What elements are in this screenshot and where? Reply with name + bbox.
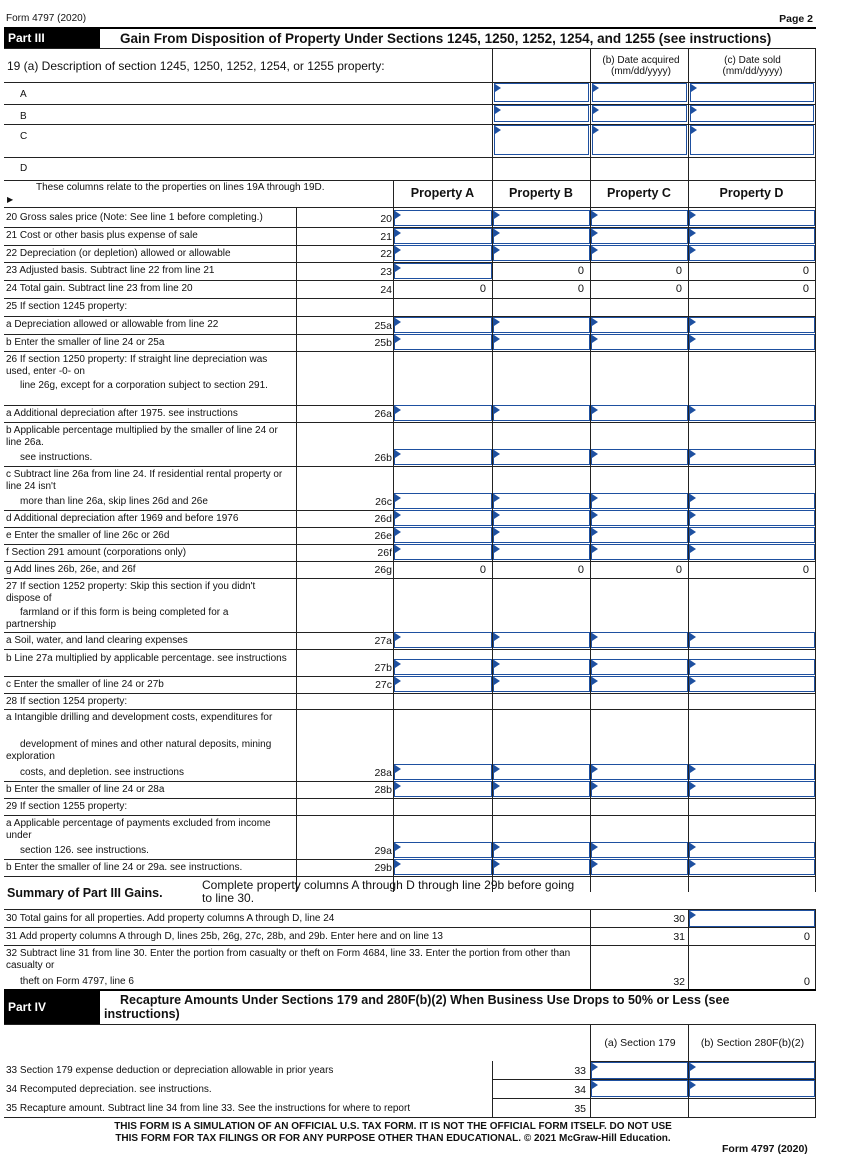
columns-note: These columns relate to the properties on lines 19A through 19D. xyxy=(36,182,325,193)
input-30[interactable] xyxy=(689,910,815,927)
input-25b-property-b[interactable] xyxy=(493,334,590,350)
line19-label: 19 (a) Description of section 1245, 1250, 1252, 1254, or 1255 property: xyxy=(7,59,385,73)
line-number-26b: 26b xyxy=(374,452,392,464)
label-l26: 26 If section 1250 property: If straight line depreciation was used, enter -0- on xyxy=(6,354,268,377)
form-id-header: Form 4797 (2020) xyxy=(6,13,87,24)
value-23-property-b: 0 xyxy=(577,265,584,277)
input-26f-property-c[interactable] xyxy=(591,544,688,560)
input-26d-property-c[interactable] xyxy=(591,510,688,526)
label-l34: 34 Recomputed depreciation. see instructions. xyxy=(6,1084,212,1095)
line-number-28b: 28b xyxy=(374,784,392,796)
input-28a-property-a[interactable] xyxy=(394,764,492,780)
col-section-179: (a) Section 179 xyxy=(604,1037,676,1049)
line-number-26c: 26c xyxy=(375,496,392,508)
line-number-28a: 28a xyxy=(374,767,392,779)
line-number-23: 23 xyxy=(380,266,392,278)
label-l31: 31 Add property columns A through D, lines 25b, 26g, 27c, 28b, and 29b. Enter here and on line 13 xyxy=(6,931,443,942)
input-23-property-a[interactable] xyxy=(394,263,492,279)
input-29a-property-d[interactable] xyxy=(689,842,815,858)
col-section-280f: (b) Section 280F(b)(2) xyxy=(700,1037,805,1049)
input-29b-property-d[interactable] xyxy=(689,859,815,875)
label-l26a: a Additional depreciation after 1975. see instructions xyxy=(6,408,238,419)
input-27a-property-d[interactable] xyxy=(689,632,815,648)
input-28a-property-c[interactable] xyxy=(591,764,688,780)
label-l28a: a Intangible drilling and development costs, expenditures for xyxy=(6,712,273,723)
line-number-21: 21 xyxy=(380,231,392,243)
line-number-29a: 29a xyxy=(374,845,392,857)
input-25a-property-c[interactable] xyxy=(591,317,688,333)
label-l29: 29 If section 1255 property: xyxy=(6,801,128,812)
line-number-25b: 25b xyxy=(374,337,392,349)
input-26f-property-b[interactable] xyxy=(493,544,590,560)
label-l26c: c Subtract line 26a from line 24. If residential rental property or line 24 isn't xyxy=(6,469,283,492)
input-26c-property-a[interactable] xyxy=(394,493,492,509)
footer-form-id: Form 4797 (2020) xyxy=(722,1143,808,1155)
input-26a-property-d[interactable] xyxy=(689,405,815,421)
line-number-31: 31 xyxy=(673,931,685,943)
label-l26f: f Section 291 amount (corporations only) xyxy=(6,547,187,558)
input-20-property-b[interactable] xyxy=(493,210,590,226)
input-27c-property-d[interactable] xyxy=(689,676,815,692)
line-number-27a: 27a xyxy=(374,635,392,647)
input-20-property-d[interactable] xyxy=(689,210,815,226)
value-24-property-d: 0 xyxy=(802,283,809,295)
input-26f-property-d[interactable] xyxy=(689,544,815,560)
label-l26d: d Additional depreciation after 1969 and before 1976 xyxy=(6,513,239,524)
header-property-c: Property C xyxy=(607,186,671,200)
input-26b-property-d[interactable] xyxy=(689,449,815,465)
label-l26g: g Add lines 26b, 26e, and 26f xyxy=(6,564,136,575)
input-26b-property-a[interactable] xyxy=(394,449,492,465)
line-number-29b: 29b xyxy=(374,862,392,874)
line-number-34: 34 xyxy=(574,1084,586,1096)
input-26d-property-a[interactable] xyxy=(394,510,492,526)
label-l25b: b Enter the smaller of line 24 or 25a xyxy=(6,337,165,348)
input-26a-property-b[interactable] xyxy=(493,405,590,421)
label-l29a: a Applicable percentage of payments excluded from income under xyxy=(6,818,271,841)
line-number-35: 35 xyxy=(574,1103,586,1115)
input-25a-property-b[interactable] xyxy=(493,317,590,333)
line-number-24: 24 xyxy=(380,284,392,296)
value-24-property-c: 0 xyxy=(675,283,682,295)
line-number-20: 20 xyxy=(380,213,392,225)
input-21-property-c[interactable] xyxy=(591,228,688,244)
label-l27b: b Line 27a multiplied by applicable percentage. see instructions xyxy=(6,653,287,664)
row19a-date-sold[interactable] xyxy=(690,83,814,102)
row19b-date-sold[interactable] xyxy=(690,105,814,122)
value-24-property-a: 0 xyxy=(479,283,486,295)
label-l35: 35 Recapture amount. Subtract line 34 from line 33. See the instructions for where to report xyxy=(6,1103,411,1114)
label-l25: 25 If section 1245 property: xyxy=(6,301,128,312)
label-l27-2: farmland or if this form is being completed for a partnership xyxy=(6,607,229,630)
header-property-b: Property B xyxy=(509,186,573,200)
part3-label-box xyxy=(4,28,100,48)
line-number-33: 33 xyxy=(574,1065,586,1077)
input-26a-property-a[interactable] xyxy=(394,405,492,421)
input-28a-property-d[interactable] xyxy=(689,764,815,780)
value-23-property-d: 0 xyxy=(802,265,809,277)
label-l23: 23 Adjusted basis. Subtract line 22 from line 21 xyxy=(6,265,215,276)
row19-a-label: A xyxy=(20,89,27,100)
input-26c-property-d[interactable] xyxy=(689,493,815,509)
label-l22: 22 Depreciation (or depletion) allowed or allowable xyxy=(6,248,231,259)
line-number-26e: 26e xyxy=(374,530,392,542)
label-l29b: b Enter the smaller of line 24 or 29a. see instructions. xyxy=(6,862,243,873)
input-29b-property-a[interactable] xyxy=(394,859,492,875)
line-number-26a: 26a xyxy=(374,408,392,420)
input-27c-property-b[interactable] xyxy=(493,676,590,692)
footer-disclaimer: THIS FORM IS A SIMULATION OF AN OFFICIAL U.S. TAX FORM. IT IS NOT THE OFFICIAL FORM ITSELF. DO NOT USE THIS FORM FOR TAX FILINGS OR FOR ANY PURPOSE OTHER THAN EDUCATIONAL. © 2021 McGraw-Hill Education. xyxy=(114,1121,672,1144)
input-27a-property-a[interactable] xyxy=(394,632,492,648)
label-l27a: a Soil, water, and land clearing expenses xyxy=(6,635,188,646)
label-l28b: b Enter the smaller of line 24 or 28a xyxy=(6,784,165,795)
value-26g-property-a: 0 xyxy=(479,564,486,576)
input-28b-property-c[interactable] xyxy=(591,781,688,797)
input-26e-property-d[interactable] xyxy=(689,527,815,543)
input-25b-property-c[interactable] xyxy=(591,334,688,350)
input-33-section-280f[interactable] xyxy=(689,1062,815,1079)
input-27c-property-a[interactable] xyxy=(394,676,492,692)
row19a-date-acquired[interactable] xyxy=(592,83,687,102)
input-27b-property-d[interactable] xyxy=(689,659,815,675)
input-25a-property-d[interactable] xyxy=(689,317,815,333)
input-26e-property-c[interactable] xyxy=(591,527,688,543)
value-23-property-c: 0 xyxy=(675,265,682,277)
input-25a-property-a[interactable] xyxy=(394,317,492,333)
input-26a-property-c[interactable] xyxy=(591,405,688,421)
line-number-30: 30 xyxy=(673,913,685,925)
row19b-date-acquired[interactable] xyxy=(592,105,687,122)
row19-b-label: B xyxy=(20,111,27,122)
input-26f-property-a[interactable] xyxy=(394,544,492,560)
input-26b-property-b[interactable] xyxy=(493,449,590,465)
input-29b-property-b[interactable] xyxy=(493,859,590,875)
input-21-property-b[interactable] xyxy=(493,228,590,244)
header-property-a: Property A xyxy=(410,186,475,200)
row19b-desc-date-acquired[interactable] xyxy=(494,105,589,122)
line-number-26f: 26f xyxy=(377,547,392,559)
input-20-property-c[interactable] xyxy=(591,210,688,226)
input-25b-property-d[interactable] xyxy=(689,334,815,350)
input-29a-property-a[interactable] xyxy=(394,842,492,858)
label-l26b-2: see instructions. xyxy=(20,452,93,463)
input-33-section-179[interactable] xyxy=(591,1062,688,1079)
label-l28a-2: development of mines and other natural deposits, mining exploration xyxy=(6,739,272,762)
value-26g-property-c: 0 xyxy=(675,564,682,576)
input-28b-property-b[interactable] xyxy=(493,781,590,797)
line-number-27c: 27c xyxy=(375,679,392,691)
col-date-acquired: (b) Date acquired (mm/dd/yyyy) xyxy=(602,55,680,77)
input-34-section-280f[interactable] xyxy=(689,1080,815,1097)
summary-note: Complete property columns A through D through line 29b before going to line 30. xyxy=(202,878,575,905)
label-l21: 21 Cost or other basis plus expense of sale xyxy=(6,230,198,241)
input-21-property-a[interactable] xyxy=(394,228,492,244)
label-l28: 28 If section 1254 property: xyxy=(6,696,128,707)
part3-title: Gain From Disposition of Property Under Sections 1245, 1250, 1252, 1254, and 1255 (see instructions) xyxy=(120,31,772,46)
input-27a-property-b[interactable] xyxy=(493,632,590,648)
part4-title: Recapture Amounts Under Sections 179 and 280F(b)(2) When Business Use Drops to 50% or Less (see instructions) xyxy=(104,993,730,1021)
line-number-32: 32 xyxy=(673,976,685,988)
row19c-date-sold[interactable] xyxy=(690,125,814,155)
label-l26b: b Applicable percentage multiplied by the smaller of line 24 or line 26a. xyxy=(6,425,278,448)
label-l29a-2: section 126. see instructions. xyxy=(20,845,149,856)
value-24-property-b: 0 xyxy=(577,283,584,295)
value-32: 0 xyxy=(803,976,810,988)
page-number: Page 2 xyxy=(779,13,813,25)
value-26g-property-d: 0 xyxy=(802,564,809,576)
line-number-26d: 26d xyxy=(374,513,392,525)
label-l25a: a Depreciation allowed or allowable from line 22 xyxy=(6,319,219,330)
label-l27c: c Enter the smaller of line 24 or 27b xyxy=(6,679,164,690)
label-l26c-2: more than line 26a, skip lines 26d and 26e xyxy=(20,496,208,507)
line-number-27b: 27b xyxy=(374,662,392,674)
value-26g-property-b: 0 xyxy=(577,564,584,576)
row19a-desc-date-acquired[interactable] xyxy=(494,83,589,102)
input-34-section-179[interactable] xyxy=(591,1080,688,1097)
row19-c-label: C xyxy=(20,131,28,142)
input-26e-property-a[interactable] xyxy=(394,527,492,543)
input-26c-property-b[interactable] xyxy=(493,493,590,509)
input-22-property-c[interactable] xyxy=(591,245,688,261)
input-22-property-a[interactable] xyxy=(394,245,492,261)
input-27b-property-a[interactable] xyxy=(394,659,492,675)
input-21-property-d[interactable] xyxy=(689,228,815,244)
input-26b-property-c[interactable] xyxy=(591,449,688,465)
input-26d-property-b[interactable] xyxy=(493,510,590,526)
label-l30: 30 Total gains for all properties. Add property columns A through D, line 24 xyxy=(6,913,335,924)
value-31: 0 xyxy=(803,931,810,943)
input-22-property-d[interactable] xyxy=(689,245,815,261)
input-27c-property-c[interactable] xyxy=(591,676,688,692)
label-l33: 33 Section 179 expense deduction or depreciation allowable in prior years xyxy=(6,1065,334,1076)
label-l32: 32 Subtract line 31 from line 30. Enter the portion from casualty or theft on Form 4684, line 33. Enter the portion from other than casualty or xyxy=(6,948,571,971)
label-l26-2: line 26g, except for a corporation subject to section 291. xyxy=(20,380,268,391)
input-29a-property-c[interactable] xyxy=(591,842,688,858)
line-number-26g: 26g xyxy=(374,564,392,576)
summary-title: Summary of Part III Gains. xyxy=(7,886,163,900)
input-27b-property-c[interactable] xyxy=(591,659,688,675)
input-28b-property-d[interactable] xyxy=(689,781,815,797)
input-29b-property-c[interactable] xyxy=(591,859,688,875)
row19c-date-acquired[interactable] xyxy=(592,125,687,155)
row19-d-label: D xyxy=(20,163,28,174)
part3-label: Part III xyxy=(8,31,45,45)
input-29a-property-b[interactable] xyxy=(493,842,590,858)
line-number-25a: 25a xyxy=(374,320,392,332)
input-20-property-a[interactable] xyxy=(394,210,492,226)
input-25b-property-a[interactable] xyxy=(394,334,492,350)
col-date-sold: (c) Date sold (mm/dd/yyyy) xyxy=(722,55,783,77)
input-22-property-b[interactable] xyxy=(493,245,590,261)
label-l24: 24 Total gain. Subtract line 23 from line 20 xyxy=(6,283,193,294)
input-26d-property-d[interactable] xyxy=(689,510,815,526)
input-28b-property-a[interactable] xyxy=(394,781,492,797)
label-l28a-3: costs, and depletion. see instructions xyxy=(20,767,184,778)
input-26c-property-c[interactable] xyxy=(591,493,688,509)
label-l27: 27 If section 1252 property: Skip this section if you didn't dispose of xyxy=(6,581,256,604)
row19c-desc-date-acquired[interactable] xyxy=(494,125,589,155)
input-27a-property-c[interactable] xyxy=(591,632,688,648)
part4-label: Part IV xyxy=(8,1000,47,1014)
label-l32-2: theft on Form 4797, line 6 xyxy=(20,976,134,987)
arrow-icon: ▶ xyxy=(7,195,14,204)
header-property-d: Property D xyxy=(719,186,784,200)
label-l26e: e Enter the smaller of line 26c or 26d xyxy=(6,530,170,541)
label-l20: 20 Gross sales price (Note: See line 1 before completing.) xyxy=(6,212,263,223)
input-27b-property-b[interactable] xyxy=(493,659,590,675)
input-28a-property-b[interactable] xyxy=(493,764,590,780)
input-26e-property-b[interactable] xyxy=(493,527,590,543)
line-number-22: 22 xyxy=(380,248,392,260)
